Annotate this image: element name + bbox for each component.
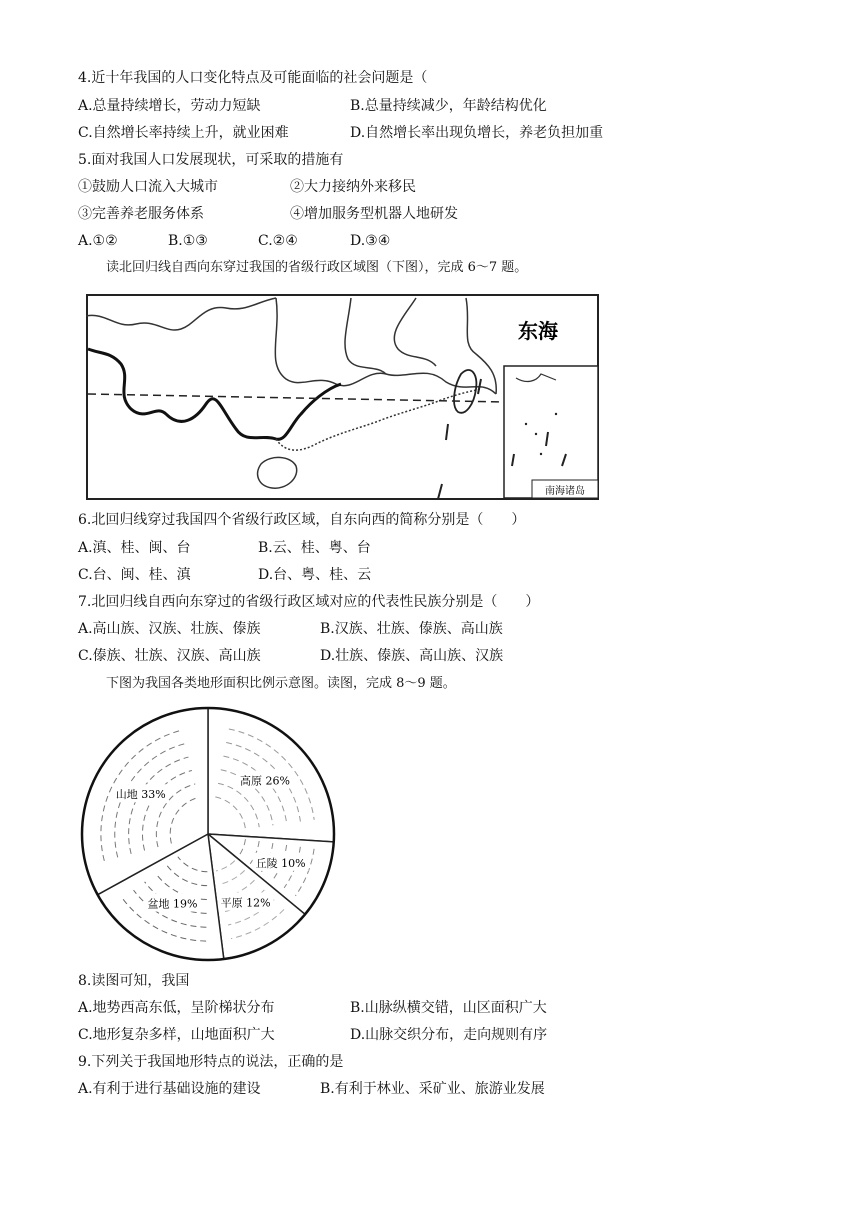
q5-item-1: ①鼓励人口流入大城市 — [78, 179, 218, 195]
q6-option-a: A.滇、桂、闽、台 — [78, 540, 191, 556]
q5-item-2: ②大力接纳外来移民 — [290, 179, 416, 195]
pie-label-1: 高原 26% — [239, 774, 290, 788]
q4-option-a: A.总量持续增长，劳动力短缺 — [78, 98, 261, 114]
q7-option-b: B.汉族、壮族、傣族、高山族 — [320, 621, 503, 637]
sea-label: 东海 — [518, 319, 558, 343]
pie-label-3: 平原 12% — [220, 896, 271, 910]
q4-option-d: D.自然增长率出现负增长，养老负担加重 — [350, 125, 604, 141]
q6-option-b: B.云、桂、粤、台 — [258, 540, 371, 556]
q4-option-b: B.总量持续减少，年龄结构优化 — [350, 98, 547, 114]
q9-stem: 9.下列关于我国地形特点的说法，正确的是 — [78, 1054, 344, 1070]
pie-label-0: 山地 33% — [115, 788, 166, 802]
q7-option-c: C.傣族、壮族、汉族、高山族 — [78, 648, 261, 664]
pie-label-4: 盆地 19% — [147, 897, 198, 911]
q5-item-4: ④增加服务型机器人地研发 — [290, 206, 458, 222]
inset-label: 南海诸岛 — [545, 486, 585, 497]
q4-option-c: C.自然增长率持续上升，就业困难 — [78, 125, 289, 141]
q8-option-d: D.山脉交织分布，走向规则有序 — [350, 1027, 548, 1043]
tropic-of-cancer-map — [86, 294, 599, 500]
q8-option-c: C.地形复杂多样，山地面积广大 — [78, 1027, 275, 1043]
intro-6-7: 读北回归线自西向东穿过我国的省级行政区域图（下图），完成 6～7 题。 — [106, 260, 528, 275]
q7-option-a: A.高山族、汉族、壮族、傣族 — [78, 621, 261, 637]
q6-option-d: D.台、粤、桂、云 — [258, 567, 372, 583]
q6-stem: 6.北回归线穿过我国四个省级行政区域，自东向西的简称分别是（ ） — [78, 512, 526, 528]
q5-option-c: C.②④ — [258, 233, 298, 249]
q9-option-b: B.有利于林业、采矿业、旅游业发展 — [320, 1081, 545, 1097]
q8-stem: 8.读图可知，我国 — [78, 973, 190, 989]
q4-stem: 4.近十年我国的人口变化特点及可能面临的社会问题是（ — [78, 70, 428, 86]
q5-option-b: B.①③ — [168, 233, 208, 249]
pie-label-2: 丘陵 10% — [255, 856, 306, 870]
q5-option-a: A.①② — [78, 233, 118, 249]
q5-option-d: D.③④ — [350, 233, 391, 249]
terrain-pie-chart — [78, 704, 338, 964]
q8-option-a: A.地势西高东低，呈阶梯状分布 — [78, 1000, 275, 1016]
q5-item-3: ③完善养老服务体系 — [78, 206, 204, 222]
q7-option-d: D.壮族、傣族、高山族、汉族 — [320, 648, 504, 664]
intro-8-9: 下图为我国各类地形面积比例示意图。读图，完成 8～9 题。 — [106, 676, 456, 691]
q9-option-a: A.有利于进行基础设施的建设 — [78, 1081, 261, 1097]
q7-stem: 7.北回归线自西向东穿过的省级行政区域对应的代表性民族分别是（ ） — [78, 594, 540, 610]
q5-stem: 5.面对我国人口发展现状，可采取的措施有 — [78, 152, 344, 168]
q6-option-c: C.台、闽、桂、滇 — [78, 567, 191, 583]
q8-option-b: B.山脉纵横交错，山区面积广大 — [350, 1000, 547, 1016]
